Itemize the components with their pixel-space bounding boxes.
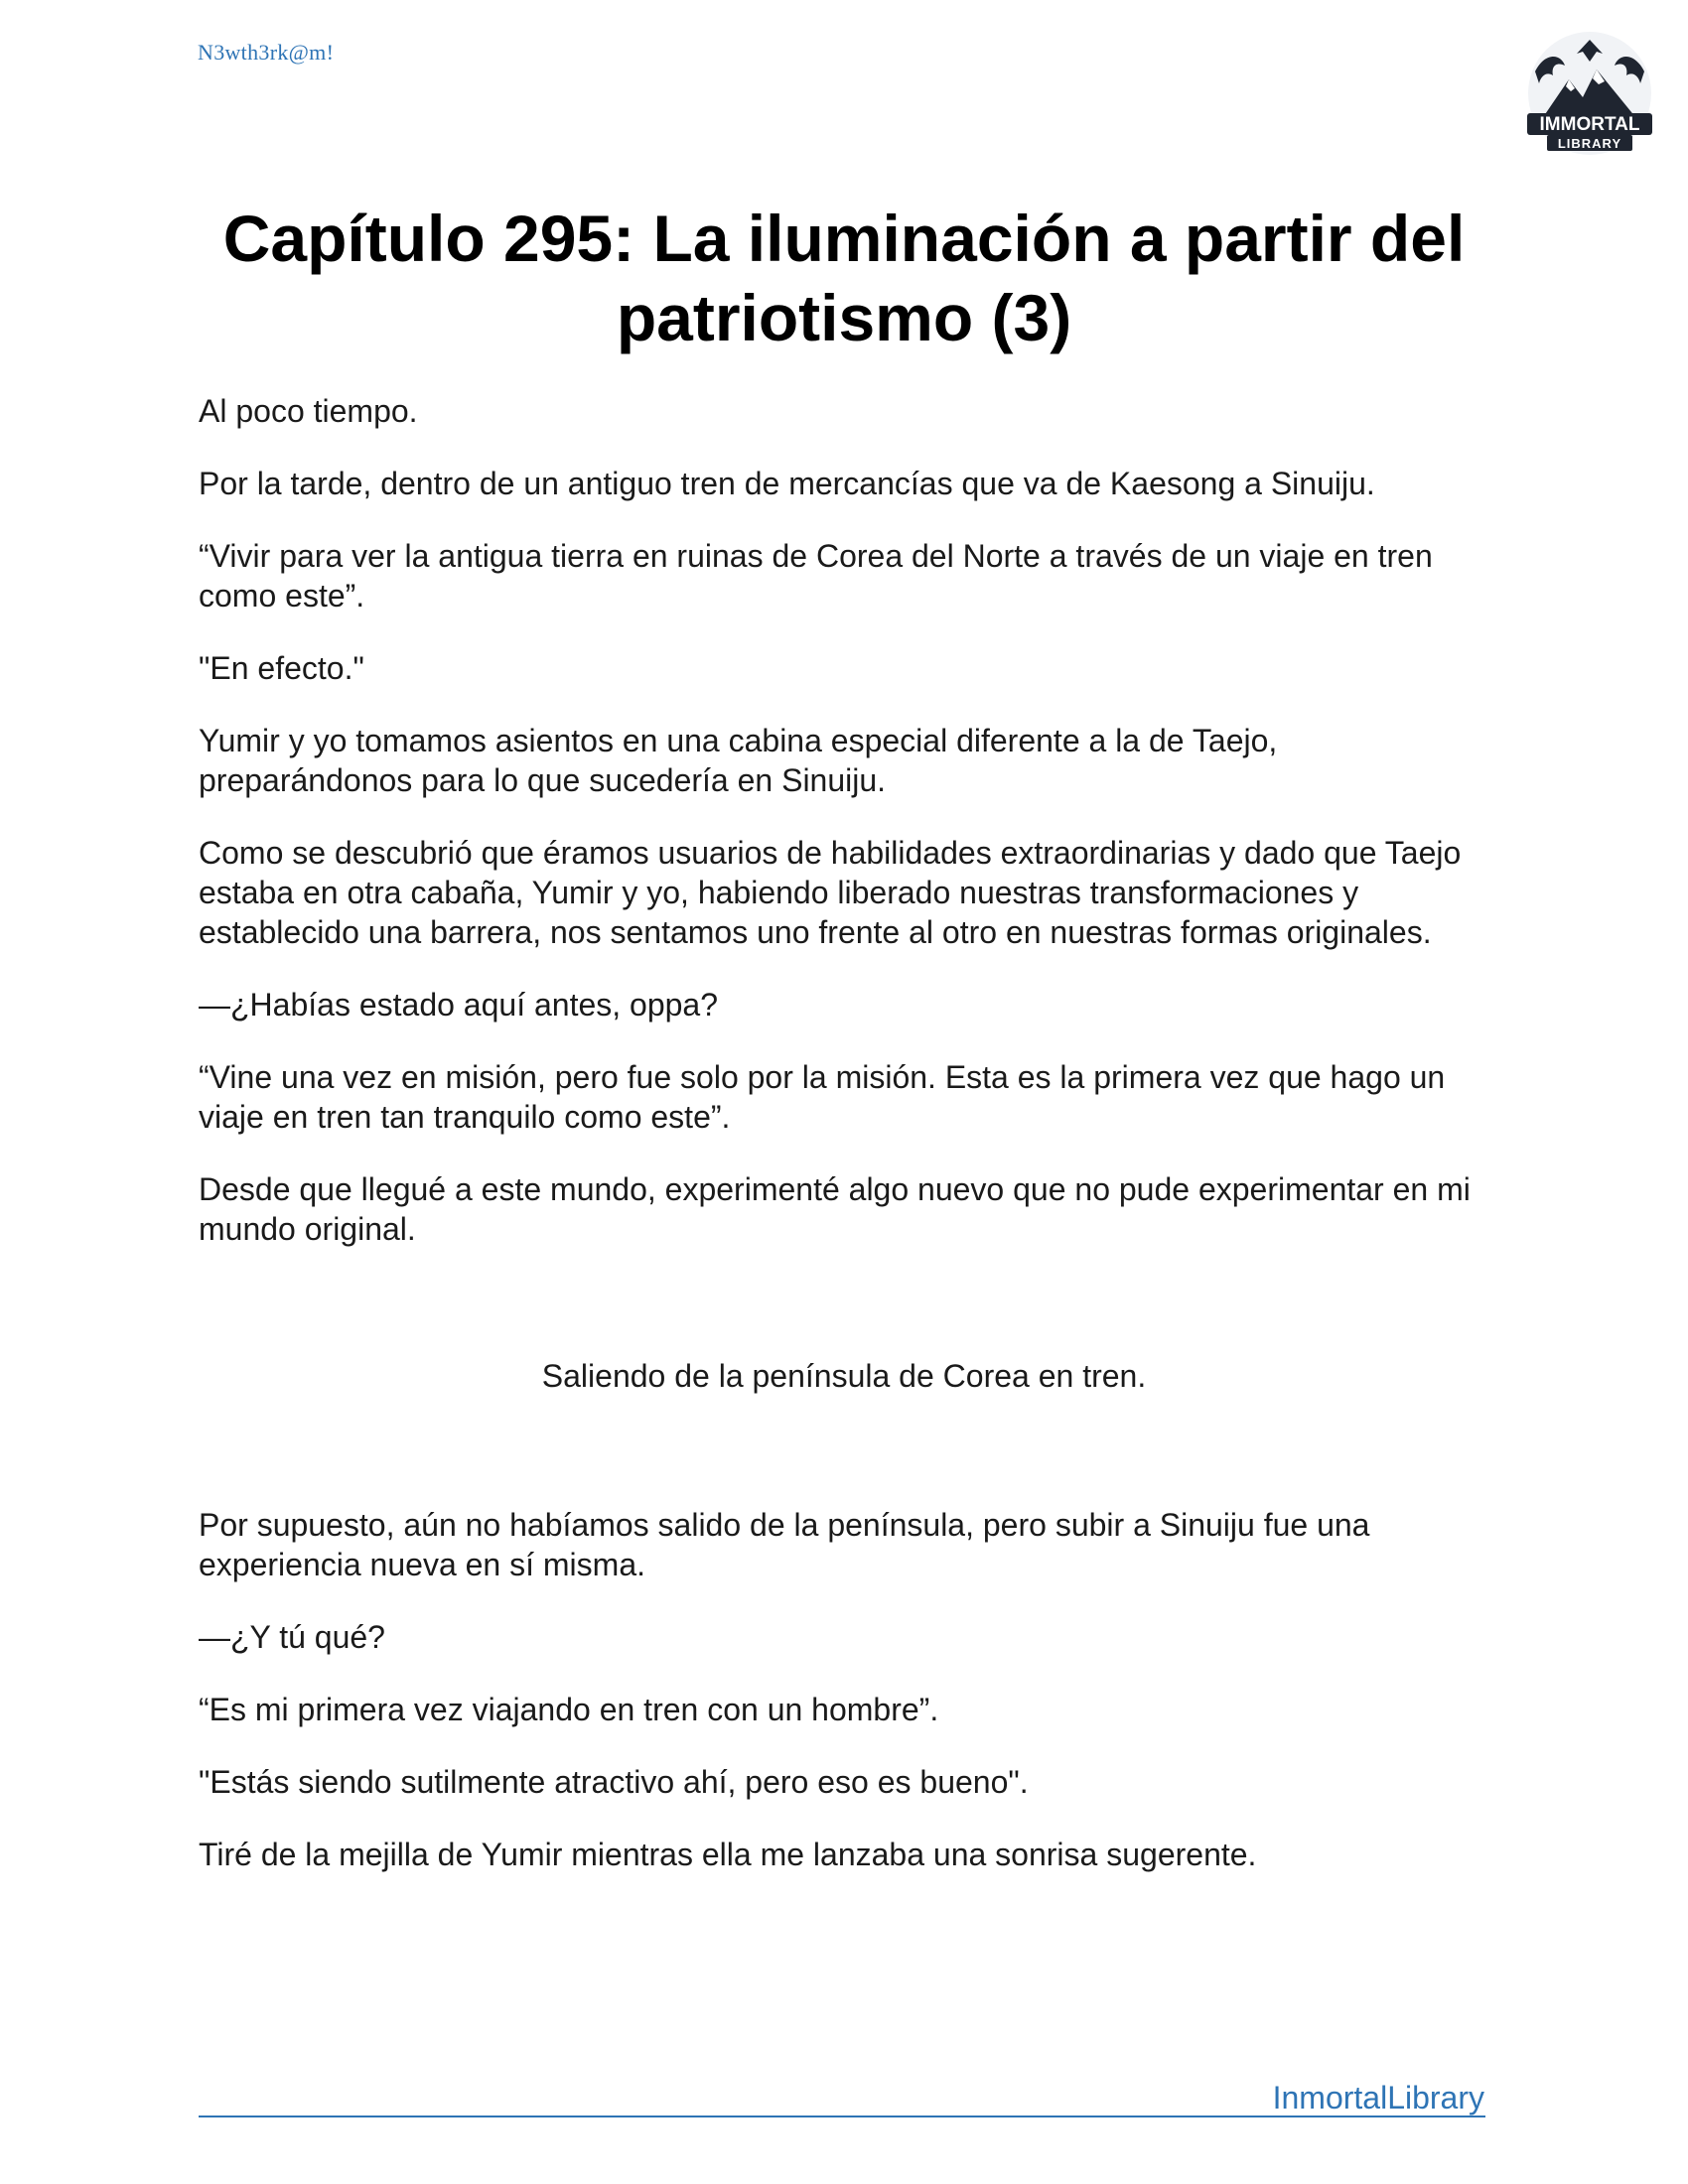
paragraph: Por la tarde, dentro de un antiguo tren de mercancías que va de Kaesong a Sinuiju.: [199, 466, 1375, 501]
paragraph: —¿Y tú qué?: [199, 1619, 385, 1655]
paragraph: —¿Habías estado aquí antes, oppa?: [199, 987, 719, 1023]
paragraph: Yumir y yo tomamos asientos en una cabina especial diferente a la de Taejo, preparándonos para lo que sucedería en Sinuiju.: [199, 723, 1278, 798]
chapter-title: [179, 199, 1509, 357]
watermark-text: N3wth3rk@m!: [198, 40, 335, 65]
chapter-title-line-1: Capítulo 295: La iluminación a partir del: [222, 202, 1466, 275]
paragraph: “Vivir para ver la antigua tierra en ruinas de Corea del Norte a través de un viaje en tren como este”.: [199, 538, 1433, 614]
paragraph: “Es mi primera vez viajando en tren con un hombre”.: [199, 1692, 939, 1727]
paragraph: Al poco tiempo.: [199, 393, 418, 429]
paragraph: Por supuesto, aún no habíamos salido de la península, pero subir a Sinuiju fue una experiencia nueva en sí misma.: [199, 1507, 1370, 1582]
logo-word-2: LIBRARY: [1557, 136, 1622, 151]
paragraph: “Vine una vez en misión, pero fue solo por la misión. Esta es la primera vez que hago un viaje en tren tan tranquilo como este”.: [199, 1059, 1446, 1135]
footer-link[interactable]: InmortalLibrary: [1272, 2080, 1484, 2116]
chapter-body: [199, 391, 1489, 1907]
chapter-title-line-2: patriotismo (3): [616, 281, 1072, 354]
paragraph: "En efecto.": [199, 650, 364, 686]
paragraph: Como se descubrió que éramos usuarios de habilidades extraordinarias y dado que Taejo estaba en otra cabaña, Yumir y yo, habiendo liberado nuestras transformaciones y establecido una barrera, nos sentamos uno frente al otro en nuestras formas originales.: [199, 835, 1462, 950]
paragraph: "Estás siendo sutilmente atractivo ahí, pero eso es bueno".: [199, 1764, 1029, 1800]
paragraph: Tiré de la mejilla de Yumir mientras ella me lanzaba una sonrisa sugerente.: [199, 1837, 1257, 1872]
paragraph: Desde que llegué a este mundo, experimenté algo nuevo que no pude experimentar en mi mundo original.: [199, 1171, 1471, 1247]
logo-word-1: IMMORTAL: [1539, 114, 1640, 135]
scene-break-paragraph: Saliendo de la península de Corea en tren.: [541, 1358, 1147, 1394]
immortal-library-logo-icon: [1517, 32, 1662, 159]
